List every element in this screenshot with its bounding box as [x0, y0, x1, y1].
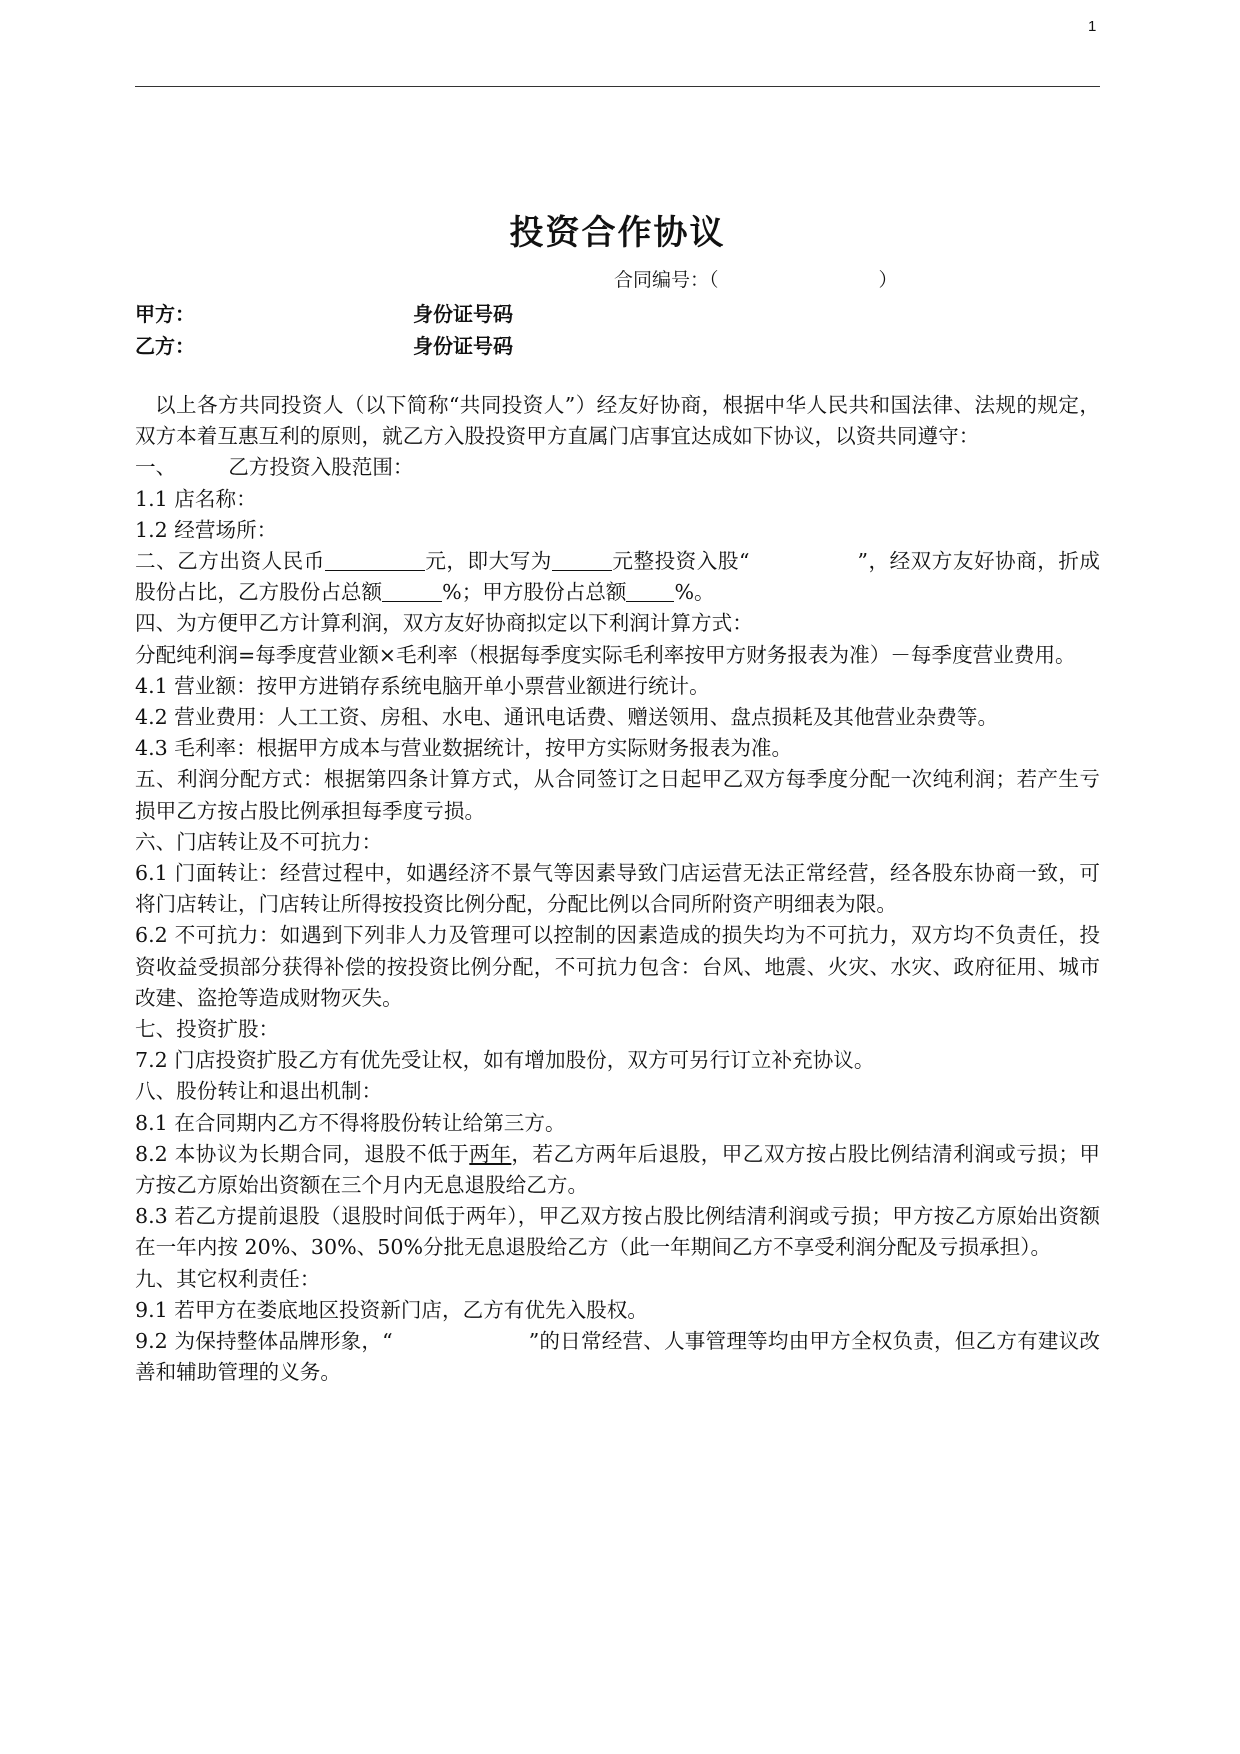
- section-2-part-e: %；甲方股份占总额: [442, 580, 627, 605]
- clause-6-1: 6.1 门面转让：经营过程中，如遇经济不景气等因素导致门店运营无法正常经营，经各股东协商一致，可将门店转让，门店转让所得按投资比例分配，分配比例以合同所附资产明细表为限。: [135, 861, 1100, 917]
- capital-uppercase-blank: [552, 548, 612, 571]
- contract-number-label: 合同编号：（: [614, 269, 719, 291]
- party-a-id-label: 身份证号码: [413, 302, 513, 326]
- clause-9-2-part-a: 9.2 为保持整体品牌形象，“: [135, 1329, 393, 1354]
- section-1-title: 乙方投资入股范围：: [228, 455, 414, 480]
- clause-4-1: 4.1 营业额：按甲方进销存系统电脑开单小票营业额进行统计。: [135, 673, 710, 698]
- party-b-label: 乙方：: [135, 334, 195, 358]
- party-b-id-label: 身份证号码: [413, 334, 513, 358]
- section-2-part-b: 元，即大写为: [424, 549, 552, 574]
- party-a-row: [135, 298, 513, 327]
- header-rule: [135, 86, 1100, 87]
- section-1-heading: [135, 452, 1100, 483]
- clause-9-1: 9.1 若甲方在娄底地区投资新门店，乙方有优先入股权。: [135, 1297, 648, 1322]
- section-8-heading: 八、股份转让和退出机制：: [135, 1079, 383, 1104]
- section-4-heading: 四、为方便甲乙方计算利润，双方友好协商拟定以下利润计算方式：: [135, 611, 753, 636]
- clause-9-2-part-b: ”的日常经营、人事管理等均由甲方全权负责，但乙方有建议改善和辅助管理的义务。: [135, 1329, 1101, 1385]
- clause-4-3: 4.3 毛利率：根据甲方成本与营业数据统计，按甲方实际财务报表为准。: [135, 736, 793, 761]
- document-title: 投资合作协议: [509, 213, 726, 253]
- party-a-label: 甲方：: [135, 302, 195, 326]
- profit-formula: 分配纯利润=每季度营业额×毛利率（根据每季度实际毛利率按甲方财务报表为准）－每季度营业费用。: [135, 642, 1076, 667]
- contract-number: [614, 265, 898, 292]
- page-number: 1: [1088, 18, 1097, 35]
- clause-6-2: 6.2 不可抗力：如遇到下列非人力及管理可以控制的因素造成的损失均为不可抗力，双方均不负责任，投资收益受损部分获得补偿的按投资比例分配，不可抗力包含：台风、地震、火灾、水灾、政府征用、城市改建、盗抢等造成财物灭失。: [135, 923, 1100, 1010]
- contract-number-close: ）: [878, 269, 898, 291]
- clause-7-2: 7.2 门店投资扩股乙方有优先受让权，如有增加股份，双方可另行订立补充协议。: [135, 1048, 875, 1073]
- clause-8-2-underlined-term: 两年: [469, 1141, 512, 1166]
- section-2-part-a: 二、乙方出资人民币: [135, 549, 325, 574]
- section-9-heading: 九、其它权利责任：: [135, 1266, 321, 1291]
- clause-1-1: 1.1 店名称：: [135, 486, 257, 511]
- intro-paragraph: 以上各方共同投资人（以下简称“共同投资人”）经友好协商，根据中华人民共和国法律、法规的规定，双方本着互惠互利的原则，就乙方入股投资甲方直属门店事宜达成如下协议，以资共同遵守：: [135, 393, 1100, 449]
- section-1-number: 一、: [135, 455, 177, 480]
- clause-8-2: [135, 1139, 1100, 1201]
- section-2-part-d: ”，经双方友好协商，折成股份占比，乙方股份占总额: [135, 549, 1101, 605]
- clause-8-1: 8.1 在合同期内乙方不得将股份转让给第三方。: [135, 1110, 566, 1135]
- clause-8-2-part-a: 8.2 本协议为长期合同，退股不低于: [135, 1141, 470, 1166]
- capital-amount-blank: [325, 548, 425, 571]
- party-b-row: [135, 330, 513, 359]
- section-5-paragraph: 五、利润分配方式：根据第四条计算方式，从合同签订之日起甲乙双方每季度分配一次纯利润；若产生亏损甲乙方按占股比例承担每季度亏损。: [135, 767, 1100, 823]
- clause-4-2: 4.2 营业费用：人工工资、房租、水电、通讯电话费、赠送领用、盘点损耗及其他营业杂费等。: [135, 705, 999, 730]
- clause-8-2-part-b: ，若乙方两年后退股，甲乙双方按占股比例结清利润或亏损；甲方按乙方原始出资额在三个月内无息退股给乙方。: [135, 1141, 1101, 1198]
- section-2-part-f: %。: [674, 580, 715, 605]
- clause-9-2: [135, 1326, 1100, 1388]
- clause-8-3: 8.3 若乙方提前退股（退股时间低于两年），甲乙双方按占股比例结清利润或亏损；甲方按乙方原始出资额在一年内按 20%、30%、50%分批无息退股给乙方（此一年期间乙方不享受利润分配及亏损承担）。: [135, 1204, 1100, 1260]
- clause-1-2: 1.2 经营场所：: [135, 517, 278, 542]
- section-7-heading: 七、投资扩股：: [135, 1017, 280, 1042]
- section-6-heading: 六、门店转让及不可抗力：: [135, 829, 383, 854]
- section-2-part-c: 元整投资入股“: [611, 549, 750, 574]
- party-a-share-blank: [626, 579, 674, 602]
- agreement-body: [135, 390, 1100, 1389]
- party-b-share-blank: [382, 579, 442, 602]
- section-2-paragraph: [135, 546, 1100, 608]
